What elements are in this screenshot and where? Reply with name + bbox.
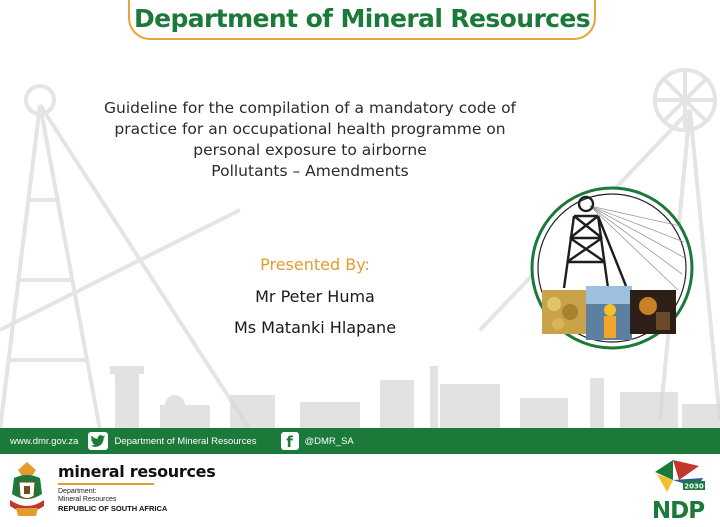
website-link[interactable]: www.dmr.gov.za <box>10 435 79 447</box>
facebook-glyph: f <box>286 432 293 451</box>
ministry-logo-text <box>58 462 215 513</box>
ndp-year: 2030 <box>684 482 704 491</box>
coat-of-arms-icon <box>6 460 48 520</box>
twitter-label[interactable]: Department of Mineral Resources <box>114 435 257 447</box>
presenter-name: Ms Matanki Hlapane <box>233 318 397 337</box>
contact-bar <box>0 428 720 454</box>
mining-emblem <box>530 186 694 350</box>
ministry-line: Mineral Resources <box>58 496 117 503</box>
title-last-line <box>60 161 560 182</box>
title-last-prefix: Pollutants – <box>211 162 306 180</box>
header-banner <box>128 0 596 40</box>
presentation-title <box>60 98 560 182</box>
title-line: Guideline for the compilation of a mandatory code of <box>103 99 517 117</box>
twitter-icon[interactable] <box>88 432 108 450</box>
facebook-icon[interactable] <box>281 432 299 450</box>
ndp-name: NDP <box>651 498 705 524</box>
header-title: Department of Mineral Resources <box>133 3 591 33</box>
ministry-brand: mineral resources <box>58 462 216 481</box>
ministry-country: REPUBLIC OF SOUTH AFRICA <box>58 504 168 513</box>
title-line: practice for an occupational health programme on <box>114 120 506 138</box>
ministry-line: Department: <box>58 488 97 495</box>
title-line: personal exposure to airborne <box>193 141 427 159</box>
ministry-divider <box>58 483 154 485</box>
title-emphasis: Amendments <box>305 162 409 180</box>
presented-by-heading: Presented By: <box>260 255 370 274</box>
footer <box>0 454 720 527</box>
presenter-name: Mr Peter Huma <box>255 287 375 306</box>
ndp-logo <box>643 458 713 524</box>
twitter-bird-icon <box>90 435 106 448</box>
facebook-handle[interactable]: @DMR_SA <box>304 435 354 447</box>
